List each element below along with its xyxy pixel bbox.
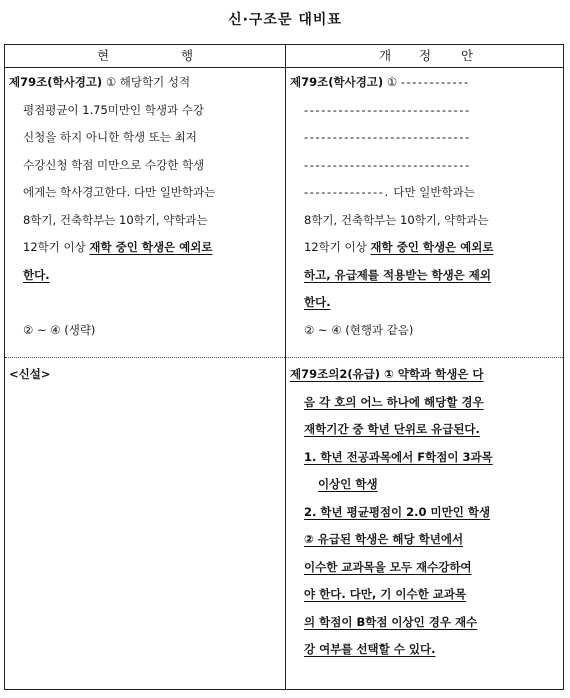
current-rest: ② ~ ④ (생략): [23, 322, 96, 337]
revised-emphasis-2: 하고, 유급제를 적용받는 학생은 제외: [304, 267, 492, 282]
revised-dash-3: -----------------------------: [304, 130, 471, 144]
revised-line-5-tail: 다만 일반학과는: [389, 185, 475, 199]
current-line-7: 12학기 이상: [23, 240, 90, 254]
header-divider: [5, 67, 563, 68]
new-line-2: 음 각 호의 어느 하나에 해당할 경우: [304, 394, 484, 409]
new-line-4: 1. 학년 전공과목에서 F학점이 3과목: [304, 449, 493, 464]
header-current: [5, 45, 285, 67]
revised-circle-1: ①: [383, 75, 401, 89]
new-line-6: 2. 학년 평균평점이 2.0 미만인 학생: [304, 504, 491, 519]
revised-dash-1: ------------: [400, 75, 470, 89]
header-current-char-1: 현: [97, 48, 110, 63]
current-line-3: 신청을 하지 아니한 학생 또는 최저: [23, 130, 197, 144]
revised-emphasis-3: 한다.: [304, 295, 331, 309]
new-article-label: <신설>: [9, 367, 51, 381]
new-line-11: 강 여부를 선택할 수 있다.: [304, 642, 436, 656]
revised-dash-2: -----------------------------: [304, 102, 471, 117]
header-revised: [286, 45, 563, 67]
page-title: 신·구조문 대비표: [228, 12, 342, 28]
comparison-table: [4, 44, 564, 690]
revised-dash-4: -----------------------------: [304, 157, 471, 172]
new-line-5: 이상인 학생: [318, 477, 378, 491]
new-line-9: 야 한다. 다만, 기 이수한 교과목: [304, 587, 467, 601]
current-new-article: [9, 361, 283, 389]
revised-article-79: [290, 69, 562, 344]
header-current-char-2: 행: [181, 48, 194, 63]
current-article-title: 제79조(학사경고): [9, 75, 103, 89]
current-emphasis-1: 재학 중인 학생은 예외로: [89, 240, 213, 254]
revised-article-79-2: [290, 361, 562, 664]
revised-emphasis-1: 재학 중인 학생은 예외로: [370, 240, 494, 254]
revised-dash-5: --------------.: [304, 185, 390, 199]
current-line-2: 평점평균이 1.75미만인 학생과 수강: [23, 102, 204, 117]
current-line-4: 수강신청 학점 미만으로 수강한 학생: [23, 157, 205, 172]
header-revised-char-3: 안: [461, 48, 474, 63]
column-divider: [285, 45, 286, 689]
current-line-1: ① 해당학기 성적: [102, 75, 191, 89]
new-line-1: 제79조의2(유급) ① 약학과 학생은 다: [290, 367, 484, 381]
revised-article-title: 제79조(학사경고): [290, 75, 384, 89]
revised-line-7: 12학기 이상: [304, 240, 371, 254]
current-emphasis-2: 한다.: [23, 267, 50, 282]
revised-line-6: 8학기, 건축학부는 10학기, 약학과는: [304, 212, 489, 227]
new-line-3: 재학기간 중 학년 단위로 유급된다.: [304, 422, 480, 436]
header-revised-char-1: 개: [379, 48, 392, 63]
revised-rest: ② ~ ④ (현행과 같음): [304, 322, 414, 337]
row-divider: [5, 357, 563, 358]
current-line-6: 8학기, 건축학부는 10학기, 약학과는: [23, 212, 208, 227]
new-line-7: ② 유급된 학생은 해당 학년에서: [304, 532, 464, 546]
new-line-10: 의 학점이 B학점 이상인 경우 재수: [304, 614, 478, 629]
current-line-5: 에게는 학사경고한다. 다만 일반학과는: [23, 185, 216, 199]
header-revised-char-2: 정: [419, 48, 432, 63]
new-line-8: 이수한 교과목을 모두 재수강하여: [304, 559, 472, 574]
current-article-79: [9, 69, 283, 344]
